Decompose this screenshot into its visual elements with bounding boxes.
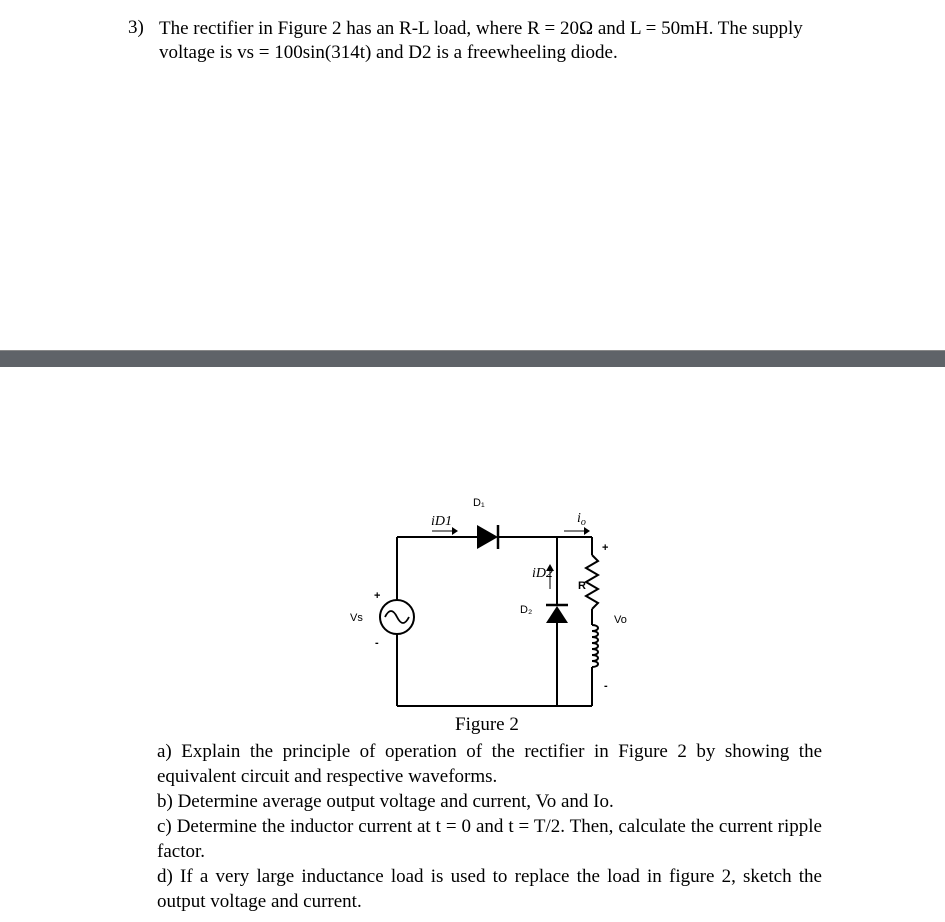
- label-vs-minus: -: [375, 637, 379, 649]
- diode-d2-symbol: [546, 606, 568, 623]
- label-d2: D₂: [520, 604, 533, 616]
- label-vs-plus: +: [374, 590, 381, 602]
- label-d1: D₁: [473, 497, 485, 509]
- circuit-figure: [340, 485, 640, 715]
- question-text: [159, 17, 839, 65]
- label-vo: Vo: [614, 614, 627, 626]
- question-line-1: The rectifier in Figure 2 has an R-L load, where R = 20Ω and L = 50mH. The supply: [159, 18, 803, 39]
- arrowhead-io: [584, 527, 590, 535]
- label-io: [577, 511, 586, 528]
- inductor-l: [592, 625, 598, 667]
- part-a: a) Explain the principle of operation of the rectifier in Figure 2 by showing the equivalent circuit and respective waveforms.: [157, 741, 822, 787]
- label-io-main: i: [577, 511, 581, 526]
- part-c: c) Determine the inductor current at t = 0 and t = T/2. Then, calculate the current ripple factor.: [157, 816, 822, 862]
- circuit-diagram: [340, 485, 640, 715]
- page-divider: [0, 350, 945, 367]
- question-line-2: voltage is vs = 100sin(314t) and D2 is a freewheeling diode.: [159, 42, 618, 63]
- label-id2: iD2: [532, 566, 553, 581]
- question-number: 3): [128, 17, 144, 38]
- part-b: b) Determine average output voltage and current, Vo and Io.: [157, 791, 614, 812]
- part-d: d) If a very large inductance load is used to replace the load in figure 2, sketch the output voltage and current.: [157, 866, 822, 912]
- arrowhead-id1: [452, 527, 458, 535]
- diode-d1-symbol: [477, 525, 498, 549]
- label-vo-plus: +: [602, 542, 609, 554]
- question-parts: [157, 739, 822, 914]
- label-vo-minus: -: [604, 680, 608, 692]
- label-io-sub: o: [580, 517, 586, 528]
- figure-caption: Figure 2: [455, 714, 519, 735]
- label-r: R: [578, 580, 586, 592]
- label-vs: Vs: [350, 612, 363, 624]
- label-id1: iD1: [431, 514, 452, 529]
- resistor-r: [586, 555, 598, 609]
